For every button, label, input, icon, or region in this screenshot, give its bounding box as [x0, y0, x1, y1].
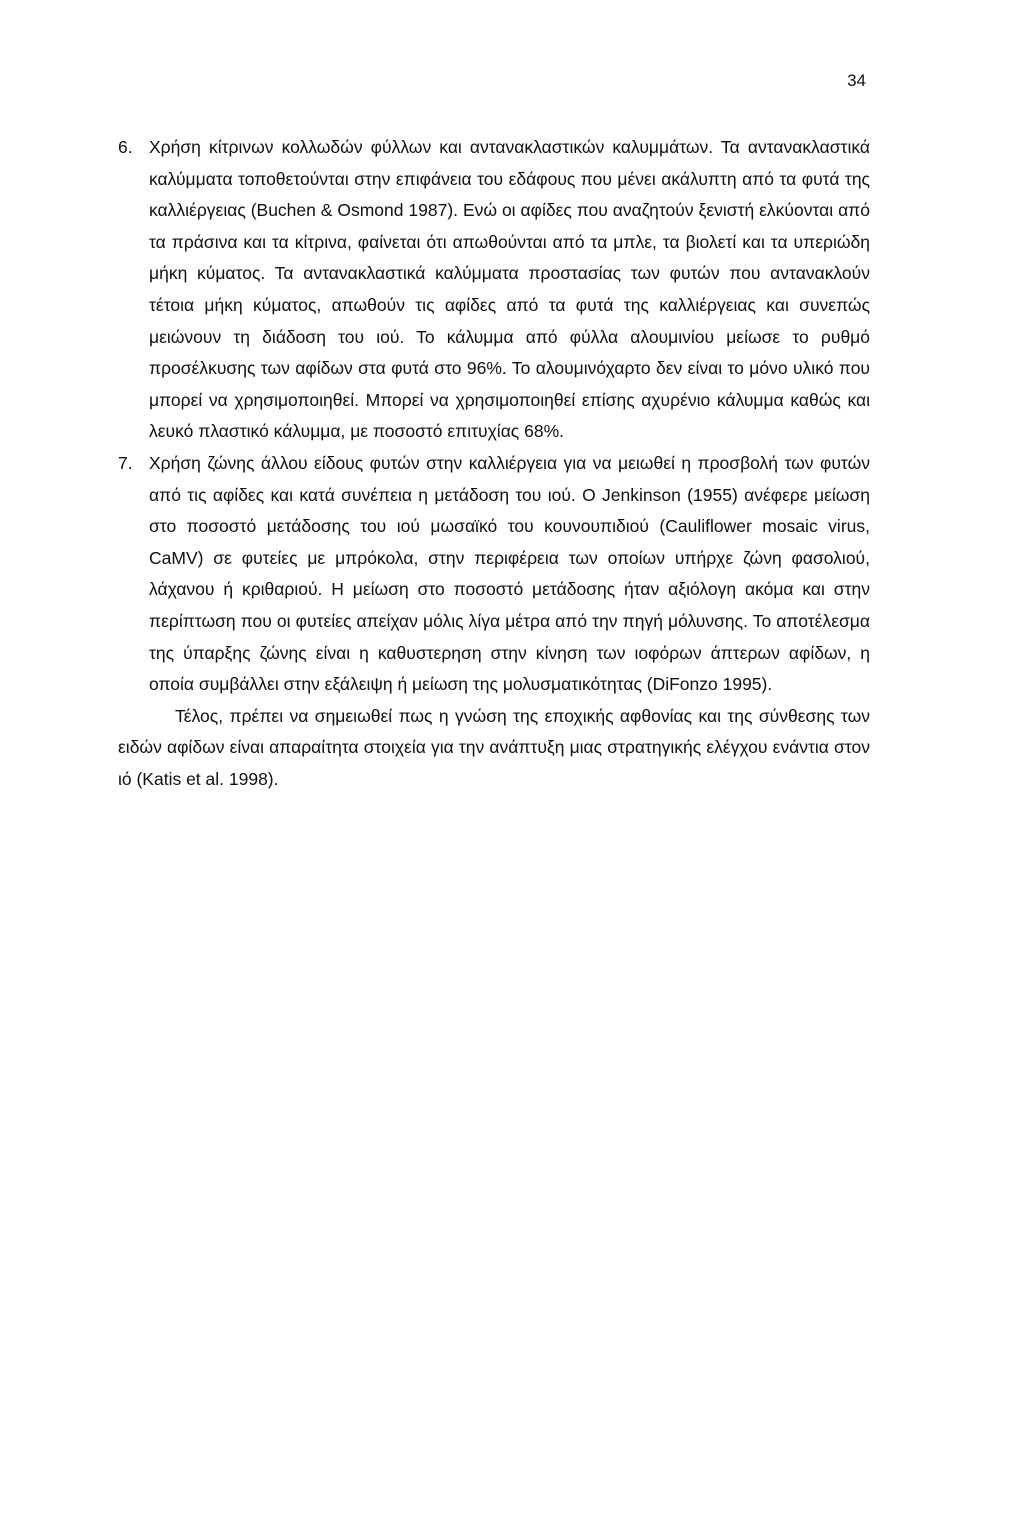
page-number: 34 [847, 71, 866, 90]
list-item-text: Χρήση ζώνης άλλου είδους φυτών στην καλλιέργεια για να μειωθεί η προσβολή των φυτών από τις αφίδες και κατά συνέπεια η μετάδοση του ιού. Ο Jenkinson (1955) ανέφερε μείωση στο ποσοστό μετάδοσης του ιού μωσαϊκό του κουνουπιδιού (Cauliflower mosaic virus, CaMV) σε φυτείες με μπρόκολα, στην περιφέρεια των οποίων υπήρχε ζώνη φασολιού, λάχανου ή κριθαριού. Η μείωση στο ποσοστό μετάδοσης ήταν αξιόλογη ακόμα και στην περίπτωση που οι φυτείες απείχαν μόλις λίγα μέτρα από την πηγή μόλυνσης. Το αποτέλεσμα της ύπαρξης ζώνης είναι η καθυστερηση στην κίνηση των ιοφόρων άπτερων αφίδων, η οποία συμβάλλει στην εξάλειψη ή μείωση της μολυσματικότητας (DiFonzo 1995). [149, 452, 870, 695]
list-item-text: Χρήση κίτρινων κολλωδών φύλλων και αντανακλαστικών καλυμμάτων. Τα αντανακλαστικά καλύμματα τοποθετούνται στην επιφάνεια του εδάφους που μένει ακάλυπτη από τα φυτά της καλλιέργειας (Buchen & Osmond 1987). Ενώ οι αφίδες που αναζητούν ξενιστή ελκύονται από τα πράσινα και τα κίτρινα, φαίνεται ότι απωθούνται από τα μπλε, τα βιολετί και τα υπεριώδη μήκη κύματος. Τα αντανακλαστικά καλύμματα προστασίας των φυτών που αντανακλούν τέτοια μήκη κύματος, απωθούν τις αφίδες από τα φυτά της καλλιέργειας και συνεπώς μειώνουν τη διάδοση του ιού. Το κάλυμμα από φύλλα αλουμινίου μείωσε το ρυθμό προσέλκυσης των αφίδων στα φυτά στο 96%. Το αλουμινόχαρτο δεν είναι το μόνο υλικό που μπορεί να χρησιμοποιηθεί. Μπορεί να χρησιμοποιηθεί επίσης αχυρένιο κάλυμμα καθώς και λευκό πλαστικό κάλυμμα, με ποσοστό επιτυχίας 68%. [149, 137, 870, 442]
list-item-6 [118, 132, 870, 448]
list-item-7 [118, 448, 870, 701]
list-item-number: 7. [118, 452, 133, 473]
list-item-number: 6. [118, 137, 133, 157]
body-text [118, 132, 870, 795]
closing-paragraph: Τέλος, πρέπει να σημειωθεί πως η γνώση της εποχικής αφθονίας και της σύνθεσης των ειδών αφίδων είναι απαραίτητα στοιχεία για την ανάπτυξη μιας στρατηγικής ελέγχου ενάντια στον ιό (Katis et al. 1998). [118, 705, 870, 789]
